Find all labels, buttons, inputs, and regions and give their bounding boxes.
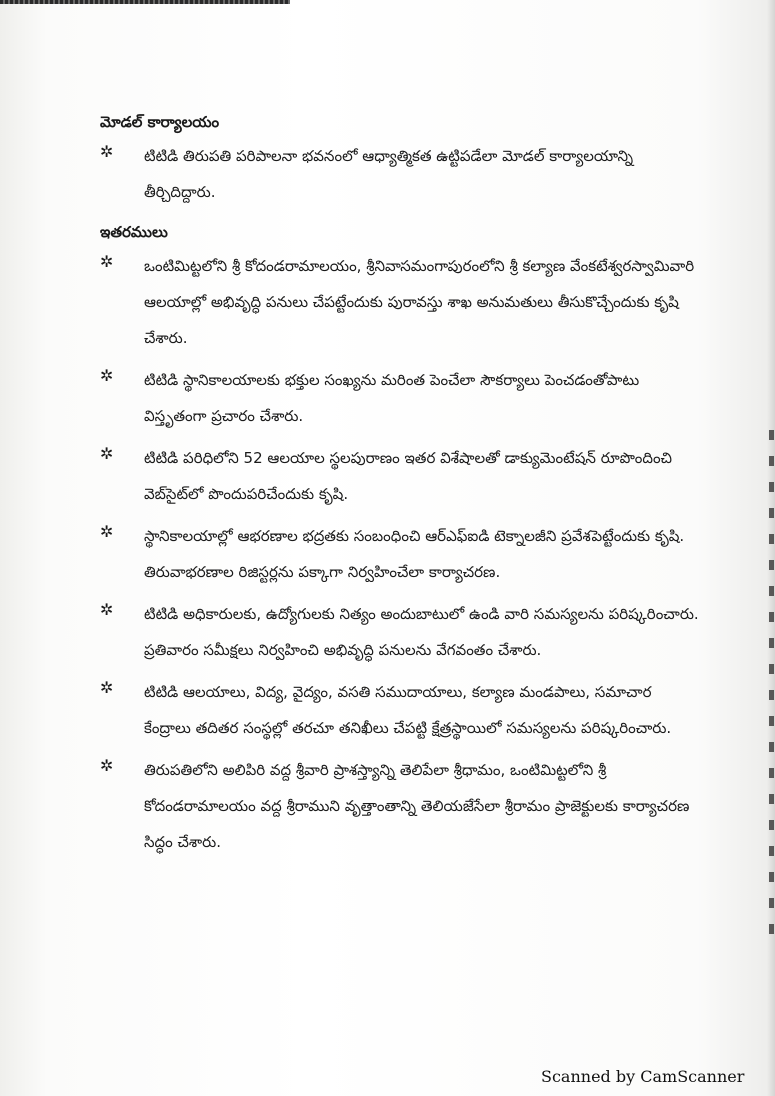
section-heading-others: ఇతరములు: [100, 223, 168, 241]
star-bullet-icon: ✲: [100, 756, 114, 775]
list-item-text: టిటిడి అధికారులకు, ఉద్యోగులకు నిత్యం అందుబాటులో ఉండి వారి సమస్యలను పరిష్కరించారు. ప్రతివారం సమీక్షలు నిర్వహించి అభివృద్ధి పనులను వేగవంతం చేశారు.: [144, 605, 699, 659]
list-item-text: టిటిడి పరిధిలోని 52 ఆలయాల స్థలపురాణం ఇతర విశేషాలతో డాక్యుమెంటేషన్ రూపొందించి వెబ్‌సైట్‌లో పొందుపరిచేందుకు కృషి.: [144, 449, 673, 503]
page-top-edge: [0, 0, 290, 4]
list-item: [100, 362, 700, 434]
list-item-text: తిరుపతిలోని అలిపిరి వద్ద శ్రీవారి ప్రాశస్త్యాన్ని తెలిపేలా శ్రీధామం, ఒంటిమిట్టలోని శ్రీ కోదండరామాలయం వద్ద శ్రీరాముని వృత్తాంతాన్ని తెలియజేసేలా శ్రీరామం ప్రాజెక్టులకు కార్యాచరణ సిద్ధం చేశారు.: [144, 761, 690, 851]
list-item: [100, 596, 700, 668]
star-bullet-icon: ✲: [100, 600, 114, 619]
star-bullet-icon: ✲: [100, 522, 114, 541]
document-body: [100, 110, 700, 866]
star-bullet-icon: ✲: [100, 678, 114, 697]
star-bullet-icon: ✲: [100, 444, 114, 463]
list-item-text: ఒంటిమిట్టలోని శ్రీ కోదండరామాలయం, శ్రీనివాసమంగాపురంలోని శ్రీ కల్యాణ వేంకటేశ్వరస్వామివారి ఆలయాల్లో అభివృద్ధి పనులు చేపట్టేందుకు పురావస్తు శాఖ అనుమతులు తీసుకొచ్చేందుకు కృషి చేశారు.: [144, 257, 695, 347]
list-item: [100, 440, 700, 512]
list-item: [100, 752, 700, 860]
star-bullet-icon: ✲: [100, 366, 114, 385]
list-item-text: స్థానికాలయాల్లో ఆభరణాల భద్రతకు సంబంధించి ఆర్‌ఎఫ్‌ఐడి టెక్నాలజీని ప్రవేశపెట్టేందుకు కృషి. తిరువాభరణాల రిజిస్టర్లను పక్కాగా నిర్వహించేలా కార్యాచరణ.: [144, 527, 685, 581]
scanner-watermark: Scanned by CamScanner: [541, 1067, 745, 1086]
list-item-text: టిటిడి ఆలయాలు, విద్య, వైద్యం, వసతి సముదాయాలు, కల్యాణ మండపాలు, సమాచార కేంద్రాలు తదితర సంస్థల్లో తరచూ తనిఖీలు చేపట్టి క్షేత్రస్థాయిలో సమస్యలను పరిష్కరించారు.: [144, 683, 672, 737]
list-item: [100, 518, 700, 590]
list-item-text: టిటిడి తిరుపతి పరిపాలనా భవనంలో ఆధ్యాత్మికత ఉట్టిపడేలా మోడల్ కార్యాలయాన్ని తీర్చిదిద్దారు.: [144, 147, 634, 201]
star-bullet-icon: ✲: [100, 252, 114, 271]
list-item: [100, 138, 700, 210]
list-item-text: టిటిడి స్థానికాలయాలకు భక్తుల సంఖ్యను మరింత పెంచేలా సౌకర్యాలు పెంచడంతోపాటు విస్తృతంగా ప్రచారం చేశారు.: [144, 371, 640, 425]
section-heading-model-office: మోడల్ కార్యాలయం: [100, 113, 220, 131]
page-binding-marks: [769, 430, 774, 950]
list-item: [100, 674, 700, 746]
list-item: [100, 248, 700, 356]
star-bullet-icon: ✲: [100, 142, 114, 161]
